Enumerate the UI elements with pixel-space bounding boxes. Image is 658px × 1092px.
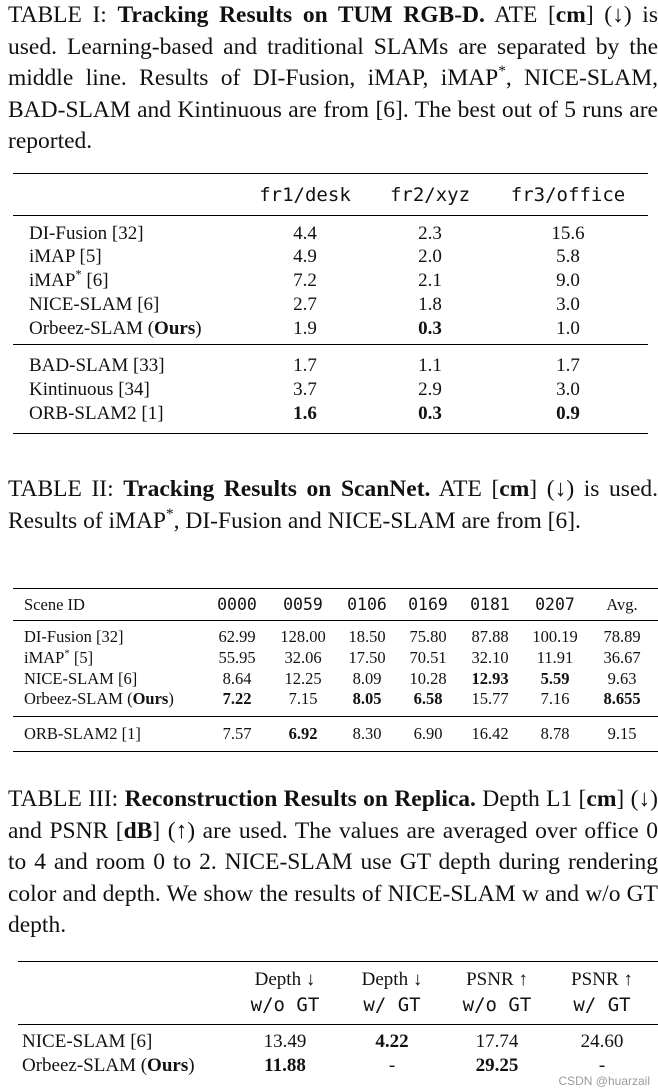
table-cell: 9.15 (607, 724, 637, 743)
method-text: Orbeez-SLAM ( (29, 318, 155, 339)
column-header: fr3/office (510, 184, 626, 206)
method-text: iMAP [5] (29, 246, 102, 267)
column-header: 0181 (470, 595, 510, 614)
ours-label: Ours (147, 1055, 189, 1076)
table1-title: Tracking Results on TUM RGB-D. (117, 2, 485, 28)
table1-header-rule (13, 215, 648, 216)
table3-top-rule (18, 961, 658, 962)
column-header: 0106 (347, 595, 387, 614)
method-name (22, 1031, 152, 1053)
table1-caption-text-2: ] (↓) is used. Learning-based and traditional SLAMs are separated by the middle line. Results of DI-Fusion, iMAP, iMAP (8, 2, 658, 91)
method-name (24, 724, 141, 744)
table2-caption (8, 474, 658, 537)
table-cell: 29.25 (475, 1055, 519, 1076)
method-citation: [6] (81, 270, 109, 291)
column-header: 0059 (283, 595, 323, 614)
table-cell: 16.42 (471, 724, 509, 743)
table-cell: 4.22 (375, 1031, 409, 1052)
table-cell: 4.9 (293, 246, 317, 267)
table3-caption (8, 784, 658, 942)
table-cell: 128.00 (280, 627, 326, 646)
table-cell: 55.95 (218, 648, 256, 667)
table-cell: 2.9 (418, 379, 442, 400)
table-cell: 7.22 (222, 689, 252, 708)
method-name (29, 355, 165, 377)
method-text: iMAP (29, 270, 76, 291)
table-cell: 70.51 (409, 648, 447, 667)
table-cell: 5.59 (540, 669, 570, 688)
method-text: DI-Fusion [32] (24, 627, 124, 646)
table-cell: 24.60 (580, 1031, 624, 1052)
table-cell: 0.3 (418, 403, 442, 424)
table3-caption-text-2: ] (↓) and PSNR [ (8, 786, 658, 844)
column-subheader: w/o GT (250, 994, 320, 1016)
method-text: DI-Fusion [32] (29, 223, 144, 244)
table-cell: 7.57 (222, 724, 252, 743)
method-name (24, 648, 93, 668)
table3-header-rule (18, 1024, 658, 1025)
table-cell: 3.0 (556, 379, 580, 400)
method-close-paren: ) (168, 689, 174, 708)
column-header: fr1/desk (259, 184, 351, 206)
method-close-paren: ) (195, 318, 202, 339)
method-superscript: * (75, 267, 82, 282)
table-cell: 2.1 (418, 270, 442, 291)
method-text: iMAP (24, 648, 65, 667)
table-cell: 0.3 (418, 318, 442, 339)
table2-caption-text-2: ] (↓) is used. Results of iMAP (8, 476, 658, 534)
table-cell: 100.19 (532, 627, 578, 646)
method-text: Kintinuous [34] (29, 379, 150, 400)
method-text: Orbeez-SLAM ( (22, 1055, 148, 1076)
table-cell: 3.7 (293, 379, 317, 400)
method-text: NICE-SLAM [6] (24, 669, 138, 688)
table-cell: 12.25 (284, 669, 322, 688)
table-cell: 6.90 (413, 724, 443, 743)
scene-id-header: Scene ID (24, 595, 85, 614)
table-cell: 18.50 (348, 627, 386, 646)
method-name (24, 627, 123, 647)
method-text: NICE-SLAM [6] (22, 1031, 153, 1052)
method-close-paren: ) (188, 1055, 195, 1076)
table-cell: 1.0 (556, 318, 580, 339)
table3-title: Reconstruction Results on Replica. (124, 786, 476, 812)
column-header: 0000 (217, 595, 257, 614)
table3-caption-text-1: Depth L1 [ (482, 786, 587, 812)
table-cell: 87.88 (471, 627, 509, 646)
method-text: ORB-SLAM2 [1] (29, 403, 164, 424)
table-cell: 8.05 (352, 689, 382, 708)
ours-label: Ours (154, 318, 196, 339)
table1-label: TABLE I: (8, 2, 107, 28)
method-name (24, 689, 174, 709)
table-cell: 2.7 (293, 294, 317, 315)
watermark: CSDN @huarzail (558, 1074, 650, 1088)
table-cell: 17.74 (475, 1031, 519, 1052)
table-cell: 6.58 (413, 689, 443, 708)
method-superscript: * (64, 647, 70, 660)
table1-top-rule (13, 173, 648, 174)
table2-caption-text-3: , DI-Fusion and NICE-SLAM are from [6]. (173, 507, 581, 534)
method-text: NICE-SLAM [6] (29, 294, 160, 315)
table-cell: 10.28 (409, 669, 447, 688)
table3-caption-text-3: ] (↑) are used. The values are averaged over office 0 to 4 and room 0 to 2. NICE-SLAM use GT depth during rendering color and depth. We show the results of NICE-SLAM w and w/o GT depth. (8, 817, 658, 938)
table-cell: 8.78 (540, 724, 570, 743)
table3-label: TABLE III: (8, 786, 119, 812)
table-cell: 17.50 (348, 648, 386, 667)
method-name (29, 403, 164, 425)
method-name (29, 318, 202, 340)
table-cell: 8.30 (352, 724, 382, 743)
table-cell: - (388, 1055, 396, 1076)
table-cell: 3.0 (556, 294, 580, 315)
method-name (29, 246, 102, 268)
column-header: Depth ↓ (361, 969, 423, 990)
method-text: BAD-SLAM [33] (29, 355, 165, 376)
column-header: PSNR ↑ (571, 969, 633, 990)
table1-caption-sup: * (498, 63, 506, 81)
table2-bottom-rule (13, 751, 658, 752)
table-cell: 9.63 (607, 669, 637, 688)
table-cell: 0.9 (556, 403, 580, 424)
table-cell: 2.0 (418, 246, 442, 267)
column-header: fr2/xyz (389, 184, 471, 206)
table1-caption (8, 0, 658, 158)
method-text: Orbeez-SLAM ( (24, 689, 133, 708)
column-subheader: w/ GT (363, 994, 421, 1016)
method-name (29, 294, 159, 316)
method-name (29, 267, 109, 292)
table1-caption-text-3: , NICE-SLAM, BAD-SLAM and Kintinuous are from [6]. The best out of 5 runs are reported. (8, 65, 658, 154)
table3-caption-unit-2: dB (123, 817, 153, 844)
table-cell: 9.0 (556, 270, 580, 291)
table2-middle-rule (13, 716, 658, 717)
table2-header-rule (13, 620, 658, 621)
table-cell: 7.15 (288, 689, 318, 708)
table-cell: 8.64 (222, 669, 252, 688)
table1-caption-unit: cm (555, 2, 586, 28)
method-name (29, 379, 150, 401)
table-cell: 8.09 (352, 669, 382, 688)
table1-bottom-rule (13, 433, 648, 434)
table-cell: 11.91 (536, 648, 574, 667)
table2-label: TABLE II: (8, 476, 114, 502)
table-cell: 5.8 (556, 246, 580, 267)
table-cell: 32.10 (471, 648, 509, 667)
table-cell: 75.80 (409, 627, 447, 646)
table2-top-rule (13, 588, 658, 589)
method-name (24, 669, 137, 689)
table-cell: 6.92 (288, 724, 318, 743)
table2-title: Tracking Results on ScanNet. (123, 476, 431, 502)
table2-caption-text-1: ATE [ (438, 476, 500, 502)
table-cell: 1.7 (556, 355, 580, 376)
column-header: PSNR ↑ (466, 969, 528, 990)
method-citation: [5] (69, 648, 94, 667)
method-name (22, 1055, 195, 1077)
table1-caption-text-1: ATE [ (494, 2, 556, 28)
table2-caption-unit: cm (499, 476, 530, 502)
column-subheader: w/ GT (573, 994, 631, 1016)
table2-caption-sup: * (166, 505, 174, 523)
table-cell: 1.7 (293, 355, 317, 376)
table-cell: 12.93 (471, 669, 509, 688)
method-text: ORB-SLAM2 [1] (24, 724, 141, 743)
table3-caption-unit-1: cm (586, 786, 617, 812)
table-cell: 1.1 (418, 355, 442, 376)
table-cell: 7.16 (540, 689, 570, 708)
table-cell: 1.6 (293, 403, 317, 424)
ours-label: Ours (132, 689, 169, 708)
table-cell: - (598, 1055, 606, 1076)
column-header: 0169 (408, 595, 448, 614)
table1-middle-rule (13, 344, 648, 345)
table-cell: 1.9 (293, 318, 317, 339)
table-cell: 36.67 (603, 648, 641, 667)
table-cell: 4.4 (293, 223, 317, 244)
table-cell: 15.77 (471, 689, 509, 708)
table-cell: 11.88 (264, 1055, 306, 1076)
table-cell: 13.49 (263, 1031, 307, 1052)
table-cell: 1.8 (418, 294, 442, 315)
average-header: Avg. (606, 595, 638, 614)
table-cell: 15.6 (551, 223, 585, 244)
table-cell: 78.89 (603, 627, 641, 646)
table-cell: 2.3 (418, 223, 442, 244)
table-cell: 8.655 (603, 689, 641, 708)
table-cell: 7.2 (293, 270, 317, 291)
column-header: 0207 (535, 595, 575, 614)
table-cell: 62.99 (218, 627, 256, 646)
column-header: Depth ↓ (254, 969, 316, 990)
table-cell: 32.06 (284, 648, 322, 667)
method-name (29, 223, 144, 245)
column-subheader: w/o GT (462, 994, 532, 1016)
